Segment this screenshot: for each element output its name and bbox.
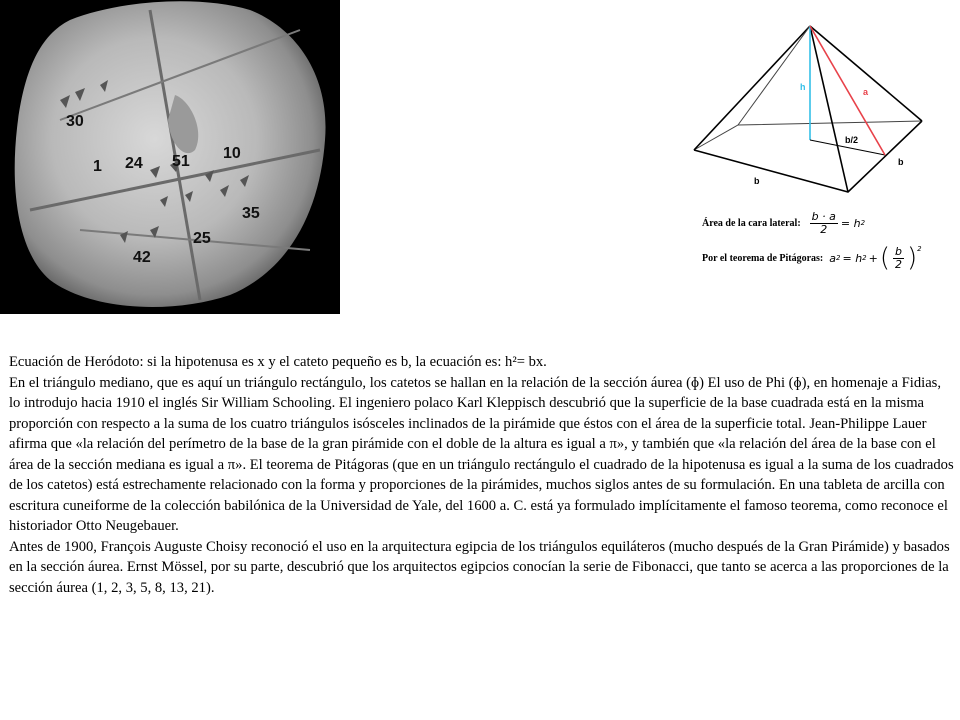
tablet-number-51: 51	[172, 153, 190, 170]
tablet-number-42: 42	[133, 249, 151, 266]
pythagoras-exp1: 2	[836, 254, 841, 262]
tablet-number-25: 25	[193, 230, 211, 247]
tablet-number-1: 1	[93, 158, 102, 175]
pythagoras-exp2: 2	[862, 254, 867, 262]
tablet-number-30: 30	[66, 113, 84, 130]
lateral-face-label: Área de la cara lateral:	[702, 217, 801, 229]
label-a: a	[863, 87, 869, 97]
lateral-face-formula	[702, 211, 865, 235]
pythagoras-formula	[702, 245, 922, 271]
pythagoras-expression	[829, 245, 921, 271]
label-b-right: b	[898, 157, 904, 167]
label-b-bottom: b	[754, 176, 760, 186]
pythagoras-label: Por el teorema de Pitágoras:	[702, 252, 824, 264]
pythagoras-lhs: a	[829, 251, 837, 265]
pythagoras-num: b	[895, 244, 902, 258]
pythagoras-fraction	[893, 246, 904, 270]
article-text	[9, 352, 954, 598]
lateral-face-num: b · a	[811, 210, 836, 223]
pyramid-formulas	[702, 207, 960, 285]
lateral-face-expression	[807, 211, 865, 235]
tablet-number-10: 10	[223, 145, 241, 162]
paragraph-choisy-mossel: Antes de 1900, François Auguste Choisy reconoció el uso en la arquitectura egipcia de los triángulos equiláteros (mucho después de la Gran Pirámide) y basados en la sección áurea. Ernst Mössel, por su parte, descubrió que los arquitectos egipcios conocían la serie de Fibonacci, que tanto se acerca a las proporciones de la sección áurea (1, 2, 3, 5, 8, 13, 21).	[9, 538, 950, 596]
pythagoras-plus: +	[868, 251, 878, 265]
lateral-face-den: 2	[820, 222, 828, 236]
clay-tablet-photo	[0, 0, 340, 314]
lateral-face-fraction	[810, 211, 838, 235]
pyramid-edges	[694, 26, 922, 192]
paragraph-golden-section: En el triángulo mediano, que es aquí un triángulo rectángulo, los catetos se hallan en la relación de la sección áurea (ɸ) El uso de Phi (ɸ), en homenaje a Fidias, lo introdujo hacia 1910 el inglés Sir William Schooling. El ingeniero polaco Karl Kleppisch descubrió que la superficie de la base cuadrada está en la misma proporción con respecto a la suma de los cuatro triángulos isósceles inclinados de la pirámide que éstos con el área de la superficie total. Jean-Philippe Lauer afirma que «la relación del perímetro de la base de la gran pirámide con el doble de la altura es igual a π», y también que «la relación del área de la base con el área de la sección mediana es igual a π». El teorema de Pitágoras (que en un triángulo rectángulo el cuadrado de la hipotenusa es igual a la suma de los cuadrados de los catetos) está estrechamente relacionado con la forma y proporciones de la pirámides, muchos siglos antes de su formulación. En una tableta de arcilla con escritura cuneiforme de la colección babilónica de la Universidad de Yale, del 1600 a. C. está ya formulado implícitamente el famoso teorema, como reconoce el historiador Otto Neugebauer.	[9, 374, 954, 534]
lateral-face-exp: 2	[860, 219, 866, 228]
tablet-number-35: 35	[242, 205, 260, 222]
pythagoras-mid: = h	[842, 251, 863, 265]
tablet-number-24: 24	[125, 155, 143, 172]
label-b-half: b/2	[845, 135, 859, 145]
label-h: h	[800, 82, 806, 92]
paragraph-herodotus-equation: Ecuación de Heródoto: si la hipotenusa es x y el cateto pequeño es b, la ecuación es: h²= bx.	[9, 354, 547, 370]
left-paren: (	[879, 243, 891, 273]
pythagoras-exp3: 2	[917, 245, 922, 253]
lateral-face-rhs: = h	[840, 216, 861, 230]
pythagoras-den: 2	[895, 257, 902, 271]
right-paren: )	[907, 243, 918, 273]
